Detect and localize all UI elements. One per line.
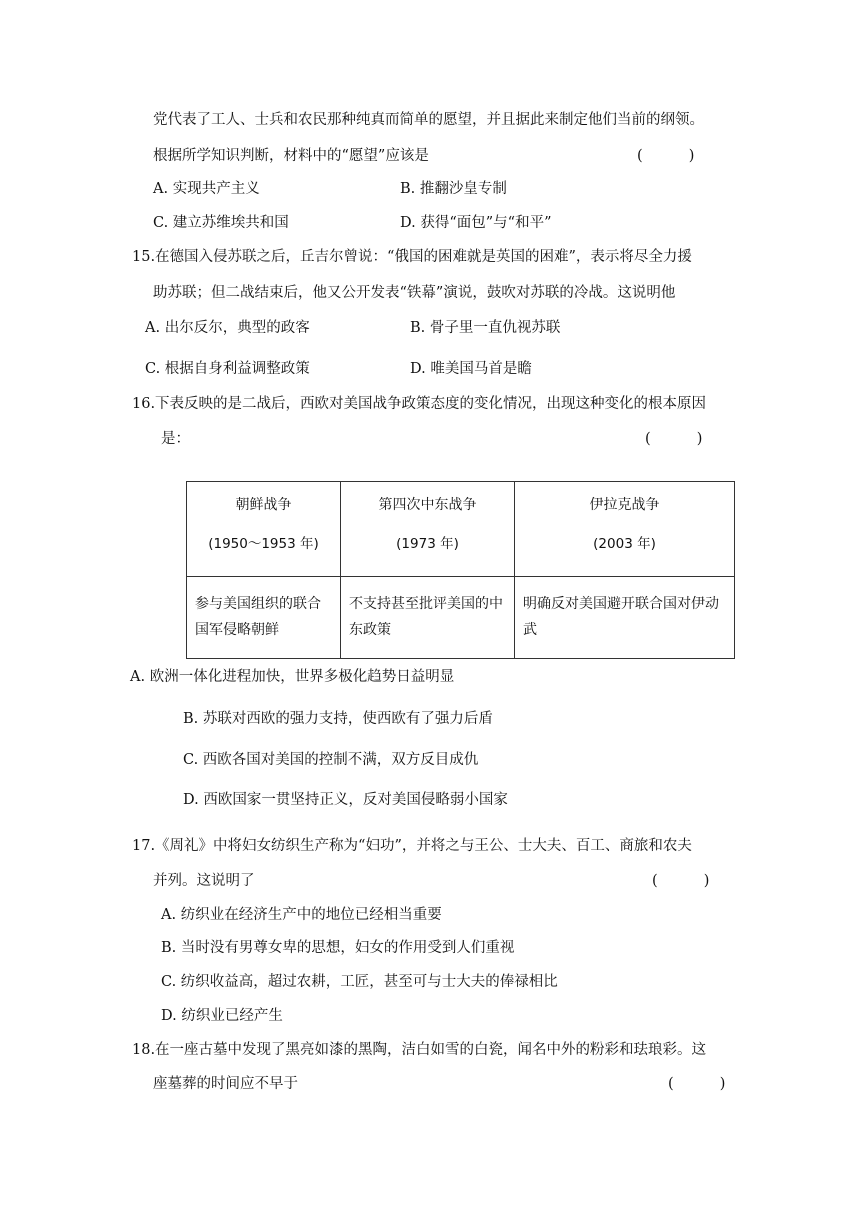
q15-option-a: A. 出尔反尔，典型的政客 xyxy=(145,320,310,336)
q14-option-a: A. 实现共产主义 xyxy=(153,181,260,197)
q16-stem-line2: 是： xyxy=(161,431,190,447)
q17-option-c: C. 纺织收益高，超过农耕，工匠，甚至可与士大夫的俸禄相比 xyxy=(161,974,558,990)
table-header-cell xyxy=(341,482,515,577)
q16-option-b: B. 苏联对西欧的强力支持，使西欧有了强力后盾 xyxy=(183,711,493,727)
q14-line1: 党代表了工人、士兵和农民那种纯真而简单的愿望，并且据此来制定他们当前的纲领。 xyxy=(153,112,704,128)
table-cell: 不支持甚至批评美国的中东政策 xyxy=(341,577,515,659)
q14-option-c: C. 建立苏维埃共和国 xyxy=(153,215,289,231)
q16-option-c: C. 西欧各国对美国的控制不满，双方反目成仇 xyxy=(183,752,479,768)
q17-option-b: B. 当时没有男尊女卑的思想，妇女的作用受到人们重视 xyxy=(161,940,515,956)
q15-option-b: B. 骨子里一直仇视苏联 xyxy=(410,320,561,336)
q16-attitude-table xyxy=(186,481,735,659)
q17-stem-line1: 17.《周礼》中将妇女纺织生产称为“妇功”，并将之与王公、士大夫、百工、商旅和农夫 xyxy=(132,838,692,854)
q15-stem-line1: 15.在德国入侵苏联之后，丘吉尔曾说：“俄国的困难就是英国的困难”，表示将尽全力援 xyxy=(132,249,692,265)
war-name: 朝鲜战争 xyxy=(235,497,292,513)
q18-stem-line2: 座墓葬的时间应不早于 xyxy=(153,1076,298,1092)
q18-stem-line1: 18.在一座古墓中发现了黑亮如漆的黑陶，洁白如雪的白瓷，闻名中外的粉彩和珐琅彩。这 xyxy=(132,1042,707,1058)
q14-line2: 根据所学知识判断，材料中的“愿望”应该是 xyxy=(153,148,429,164)
war-years: (1973 年) xyxy=(396,536,459,552)
q16-stem-line1: 16.下表反映的是二战后，西欧对美国战争政策态度的变化情况，出现这种变化的根本原因 xyxy=(132,396,707,412)
table-header-cell xyxy=(187,482,341,577)
q17-option-d: D. 纺织业已经产生 xyxy=(161,1008,283,1024)
q18-answer-paren: ( ) xyxy=(668,1076,726,1092)
q17-stem-line2: 并列。这说明了 xyxy=(153,873,255,889)
war-name: 伊拉克战争 xyxy=(589,497,660,513)
table-row xyxy=(187,577,735,659)
q16-answer-paren: ( ) xyxy=(645,431,703,447)
q17-answer-paren: ( ) xyxy=(652,873,710,889)
q17-option-a: A. 纺织业在经济生产中的地位已经相当重要 xyxy=(161,907,442,923)
q15-stem-line2: 助苏联；但二战结束后，他又公开发表“铁幕”演说，鼓吹对苏联的冷战。这说明他 xyxy=(153,285,676,301)
war-name: 第四次中东战争 xyxy=(378,497,477,513)
table-header-row xyxy=(187,482,735,577)
table-header-cell xyxy=(515,482,735,577)
q14-option-d: D. 获得“面包”与“和平” xyxy=(400,215,552,231)
table-cell: 明确反对美国避开联合国对伊动武 xyxy=(515,577,735,659)
q15-option-d: D. 唯美国马首是瞻 xyxy=(410,361,532,377)
q15-option-c: C. 根据自身利益调整政策 xyxy=(145,361,310,377)
war-years: (1950～1953 年) xyxy=(208,536,319,552)
q16-option-d: D. 西欧国家一贯坚持正义，反对美国侵略弱小国家 xyxy=(183,792,508,808)
table-cell: 参与美国组织的联合国军侵略朝鲜 xyxy=(187,577,341,659)
q14-answer-paren: ( ) xyxy=(637,148,695,164)
q16-option-a: A. 欧洲一体化进程加快，世界多极化趋势日益明显 xyxy=(130,669,455,685)
war-years: (2003 年) xyxy=(593,536,656,552)
q14-option-b: B. 推翻沙皇专制 xyxy=(400,181,507,197)
